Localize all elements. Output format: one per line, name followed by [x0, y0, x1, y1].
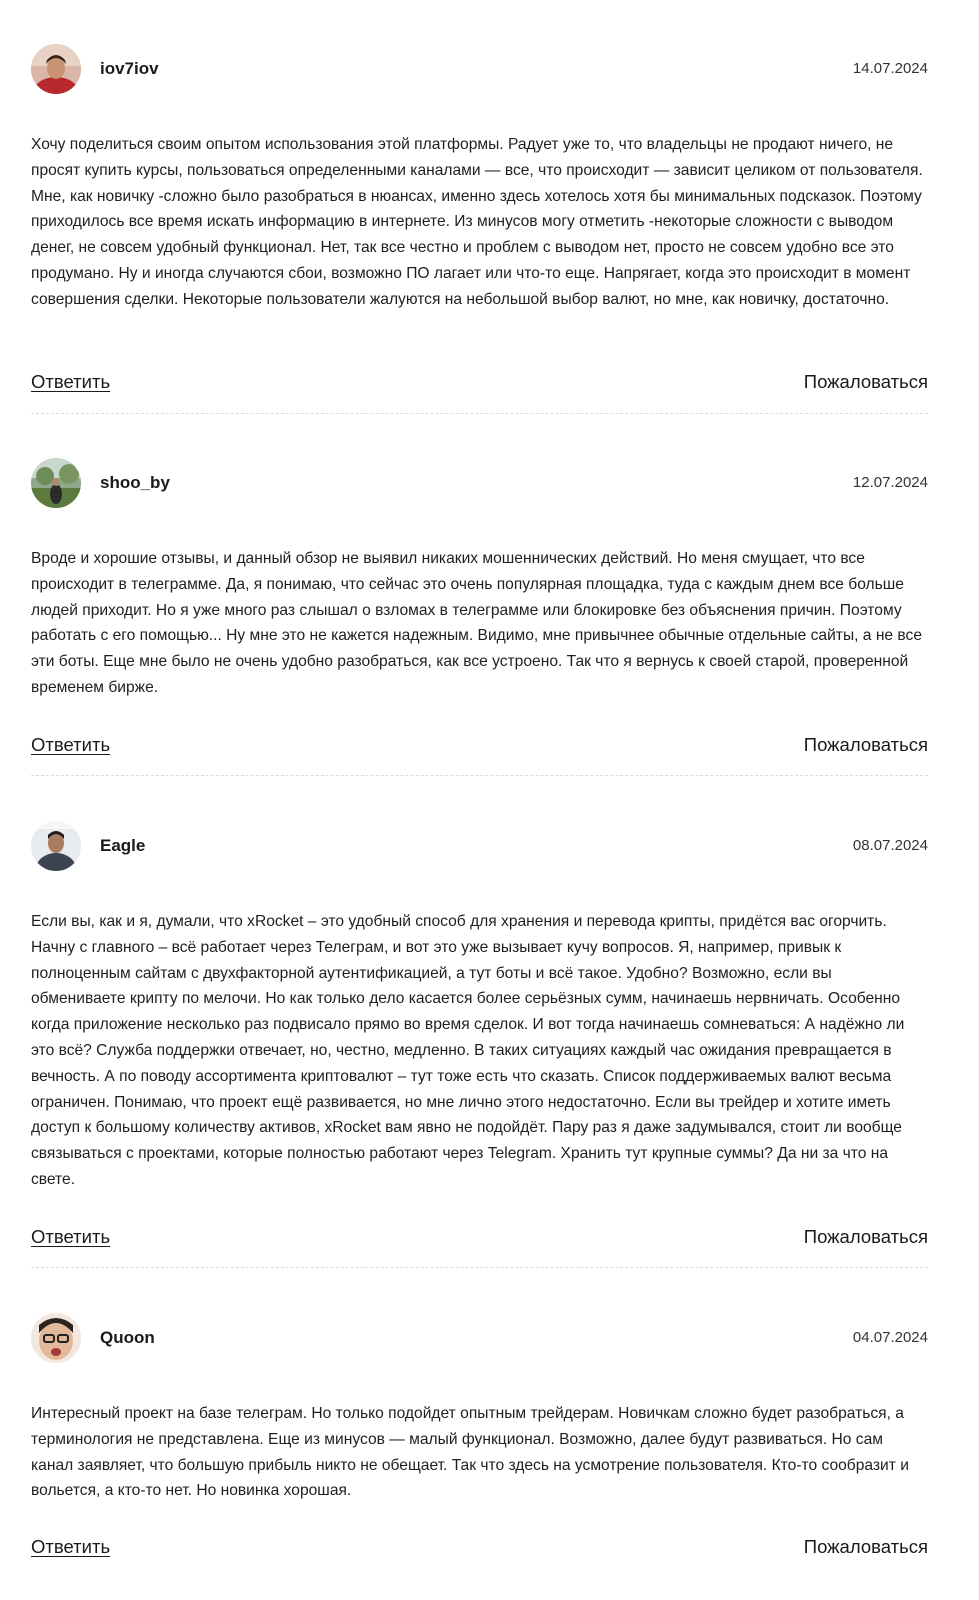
divider	[31, 775, 928, 776]
avatar[interactable]	[31, 44, 81, 94]
avatar[interactable]	[31, 821, 81, 871]
reply-link[interactable]: Ответить	[31, 1536, 111, 1557]
comment-header	[31, 1313, 928, 1363]
username: Eagle	[100, 836, 146, 855]
divider	[31, 413, 928, 414]
username: Quoon	[100, 1328, 155, 1347]
reply-link[interactable]: Ответить	[31, 734, 111, 755]
username: iov7iov	[100, 59, 159, 78]
comment-actions	[31, 1224, 928, 1252]
reply-link[interactable]: Ответить	[31, 1226, 111, 1247]
comment-actions	[31, 1534, 928, 1562]
comment-date: 08.07.2024	[852, 837, 928, 854]
divider	[31, 1267, 928, 1268]
comment-text: Если вы, как и я, думали, что xRocket – это удобный способ для хранения и перевода крипты, придётся вас огорчить. Начну с главного – всё работает через Телеграм, и вот это уже вызывает кучу вопросов. Я, например, привык к полноценным сайтам с двухфакторной аутентификацией, а тут боты и всё такое. Удобно? Возможно, если вы обмениваете крипту по мелочи. Но как только дело касается более серьёзных сумм, начинаешь нервничать. Особенно когда приложение несколько раз подвисало прямо во время сделок. И вот тогда начинаешь сомневаться: А надёжно ли это всё? Служба поддержки отвечает, но, честно, медленно. В таких ситуациях каждый час ожидания превращается в вечность. А по поводу ассортимента криптовалют – тут тоже есть что сказать. Список поддерживаемых валют весьма ограничен. Понимаю, что проект ещё развивается, но мне лично этого недостаточно. Если вы трейдер и хотите иметь доступ к большому количеству активов, xRocket вам явно не подойдёт. Пару раз я даже задумывался, стоит ли вообще связываться с проектами, которые полностью работают через Telegram. Хранить тут крупные суммы? Да ни за что на свете.	[31, 913, 905, 1188]
comment-header	[31, 458, 928, 508]
comment-text: Хочу поделиться своим опытом использования этой платформы. Радует уже то, что владельцы не продают ничего, не просят купить курсы, пользоваться определенными каналами — все, что происходит — зависит целиком от пользователя. Мне, как новичку -сложно было разобраться в нюансах, именно здесь хотелось хотя бы минимальных подсказок. Поэтому приходилось все время искать информацию в интернете. Из минусов могу отметить -некоторые сложности с выводом денег, не совсем удобный функционал. Нет, так все честно и проблем с выводом нет, просто не совсем удобно все это продумано. Ну и иногда случаются сбои, возможно ПО лагает или что-то еще. Напрягает, когда это происходит в момент совершения сделки. Некоторые пользователи жалуются на небольшой выбор валют, но мне, как новичку, достаточно.	[31, 136, 923, 308]
comment-header	[31, 44, 928, 94]
report-link[interactable]: Пожаловаться	[803, 1226, 928, 1247]
avatar[interactable]	[31, 458, 81, 508]
report-link[interactable]: Пожаловаться	[803, 1536, 928, 1557]
comment-date: 04.07.2024	[852, 1329, 928, 1346]
comment-date: 14.07.2024	[852, 60, 928, 77]
report-link[interactable]: Пожаловаться	[803, 734, 928, 755]
comment-actions	[31, 369, 928, 397]
report-link[interactable]: Пожаловаться	[803, 371, 928, 392]
comment-text: Вроде и хорошие отзывы, и данный обзор не выявил никаких мошеннических действий. Но меня смущает, что все происходит в телеграмме. Да, я понимаю, что сейчас это очень популярная площадка, туда с каждым днем все больше людей приходит. Но я уже много раз слышал о взломах в телеграмме или блокировке без объяснения причин. Поэтому работать с его помощью... Ну мне это не кажется надежным. Видимо, мне привычнее обычные отдельные сайты, а не все эти боты. Еще мне было не очень удобно разобраться, как все устроено. Так что я вернусь к своей старой, проверенной временем бирже.	[31, 550, 923, 696]
comment-date: 12.07.2024	[852, 474, 928, 491]
comment-actions	[31, 732, 928, 760]
avatar[interactable]	[31, 1313, 81, 1363]
username: shoo_by	[100, 473, 170, 492]
comment-text: Интересный проект на базе телеграм. Но только подойдет опытным трейдерам. Новичкам сложно будет разобраться, а терминология не представлена. Еще из минусов — малый функционал. Возможно, далее будут развиваться. Но сам канал заявляет, что большую прибыль никто не обещает. Так что здесь на усмотрение пользователя. Кто-то сообразит и вольется, а кто-то нет. Но новинка хорошая.	[31, 1405, 909, 1500]
comment-header	[31, 821, 928, 871]
reply-link[interactable]: Ответить	[31, 371, 111, 392]
